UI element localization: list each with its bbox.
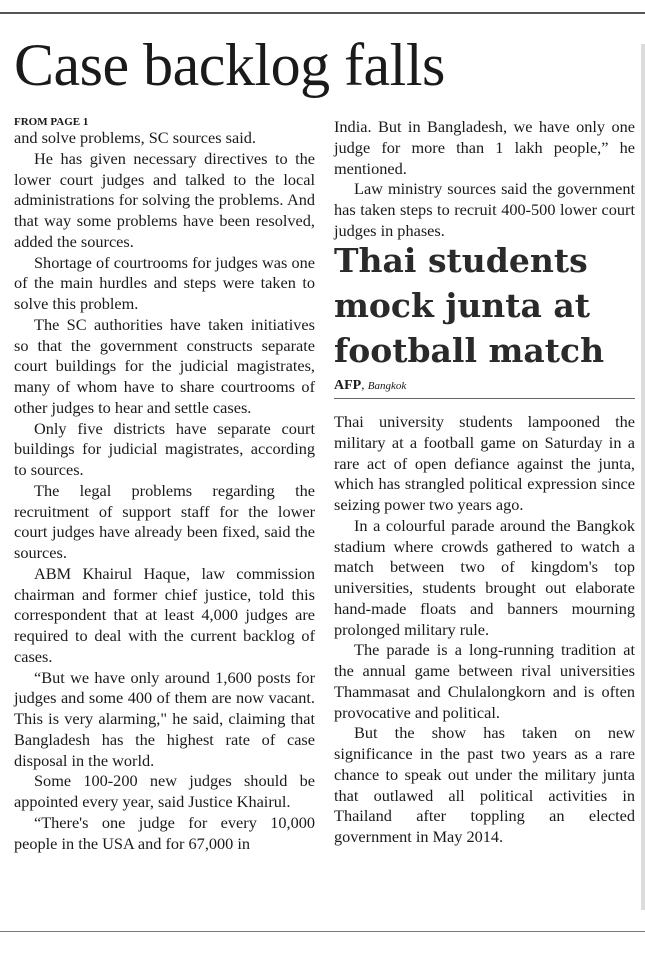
byline-rule [334,398,635,399]
paragraph: Shortage of courtrooms for judges was one of the main hurdles and steps were taken to solve this problem. [14,252,315,313]
article-continued-column [334,117,635,242]
article-left-column [14,116,315,854]
paragraph: In a colourful parade around the Bangkok stadium where crowds gathered to watch a match between two of kingdom's top universities, students brought out elaborate hand-made floats and banners mourning prolonged military rule. [334,515,635,639]
paragraph: The legal problems regarding the recruitment of support staff for the lower court judges have already been fixed, said the sources. [14,480,315,562]
headline: Case backlog falls [14,32,445,98]
byline: AFP, Bangkok [334,377,407,393]
bottom-rule [0,931,645,932]
paragraph: ABM Khairul Haque, law commission chairman and former chief justice, told this correspondent that at least 4,000 judges are required to deal with the current backlog of cases. [14,563,315,666]
paragraph: He has given necessary directives to the lower court judges and talked to the local administrations for solving the problems. And that way some problems have been resolved, added the sources. [14,148,315,251]
paragraph: The parade is a long-running tradition at the annual game between rival universities Thammasat and Chulalongkorn and is often provocative and political. [334,640,635,722]
paragraph: India. But in Bangladesh, we have only one judge for more than 1 lakh people,” he mentioned. [334,117,635,178]
paragraph: and solve problems, SC sources said. [14,128,256,147]
top-rule [0,12,645,14]
paragraph: Some 100-200 new judges should be appointed every year, said Justice Khairul. [14,771,315,811]
byline-agency: AFP [334,378,362,393]
story2-body [334,412,635,848]
paragraph: The SC authorities have taken initiatives so that the government constructs separate court buildings for the judicial magistrates, many of whom have to share courtrooms of other judges to hear and settle cases. [14,314,315,417]
paragraph: “But we have only around 1,600 posts for judges and some 400 of them are now vacant. This is very alarming," he said, claiming that Bangladesh has the highest rate of case disposal in the world. [14,667,315,770]
kicker: FROM PAGE 1 [14,116,89,128]
paragraph: “There's one judge for every 10,000 people in the USA and for 67,000 in [14,812,315,853]
paragraph: Only five districts have separate court buildings for judicial magistrates, according to sources. [14,418,315,479]
page-edge [641,44,645,910]
paragraph: But the show has taken on new significance in the past two years as a rare chance to speak out under the military junta that outlawed all political activities in Thailand after toppling an elected government in May 2014. [334,723,635,846]
paragraph: Law ministry sources said the government has taken steps to recruit 400-500 lower court judges in phases. [334,179,635,240]
story2-headline: Thai students mock junta at football match [334,241,605,370]
byline-place: Bangkok [367,380,407,392]
paragraph: Thai university students lampooned the military at a football game on Saturday in a rare act of open defiance against the junta, which has strangled political expression since seizing power two years ago. [334,412,635,514]
